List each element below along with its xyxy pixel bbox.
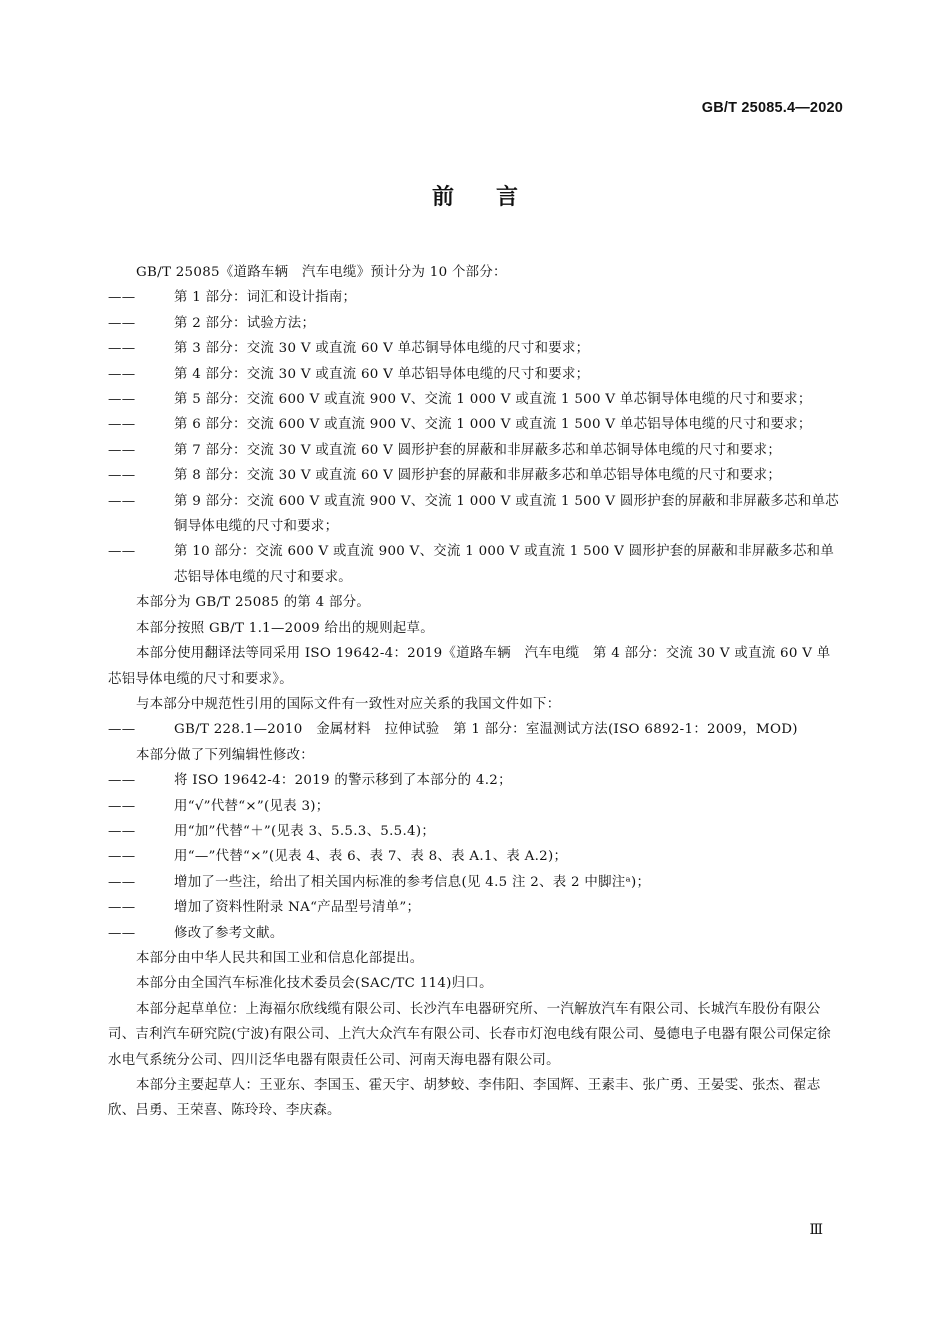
list-item-text: 第 8 部分：交流 30 V 或直流 60 V 圆形护套的屏蔽和非屏蔽多芯和单芯铝导体电缆的尺寸和要求； <box>174 468 782 484</box>
list-item <box>108 336 844 361</box>
list-item <box>108 463 844 488</box>
list-item <box>108 285 844 310</box>
dash-mark: —— <box>108 366 136 382</box>
list-item <box>108 387 844 412</box>
dash-mark: —— <box>108 900 136 916</box>
dash-mark: —— <box>108 493 136 509</box>
list-item <box>108 717 844 742</box>
list-item-text: 增加了资料性附录 NA“产品型号清单”； <box>174 900 421 916</box>
edits-paragraph: 本部分做了下列编辑性修改： <box>136 747 314 763</box>
list-item-text: 第 9 部分：交流 600 V 或直流 900 V、交流 1 000 V 或直流 1 500 V 圆形护套的屏蔽和非屏蔽多芯和单芯铜导体电缆的尺寸和要求； <box>174 493 839 535</box>
parts-list <box>108 285 844 590</box>
list-item-text: 用“加”代替“＋”(见表 3、5.5.3、5.5.4)； <box>174 823 436 839</box>
correspondence-paragraph: 与本部分中规范性引用的国际文件有一致性对应关系的我国文件如下： <box>136 696 561 712</box>
list-item-text: 第 1 部分：词汇和设计指南； <box>174 290 357 306</box>
list-item-text: 第 3 部分：交流 30 V 或直流 60 V 单芯铜导体电缆的尺寸和要求； <box>174 341 590 357</box>
jurisdiction-paragraph: 本部分由全国汽车标准化技术委员会(SAC/TC 114)归口。 <box>136 976 493 992</box>
list-item-text: 用“√”代替“×”(见表 3)； <box>174 798 330 814</box>
list-item <box>108 921 844 946</box>
dash-mark: —— <box>108 849 136 865</box>
list-item <box>108 489 844 540</box>
dash-mark: —— <box>108 442 136 458</box>
list-item-text: 第 5 部分：交流 600 V 或直流 900 V、交流 1 000 V 或直流 1 500 V 单芯铜导体电缆的尺寸和要求； <box>174 392 812 408</box>
list-item-text: 修改了参考文献。 <box>174 925 284 941</box>
dash-mark: —— <box>108 722 136 738</box>
edits-list <box>108 768 844 946</box>
drafters-paragraph: 本部分主要起草人：王亚东、李国玉、霍天宇、胡梦蛟、李伟阳、李国辉、王素丰、张广勇、王晏雯、张杰、翟志欣、吕勇、王荣喜、陈玲玲、李庆森。 <box>108 1078 821 1119</box>
dash-mark: —— <box>108 823 136 839</box>
list-item-text: 第 10 部分：交流 600 V 或直流 900 V、交流 1 000 V 或直流 1 500 V 圆形护套的屏蔽和非屏蔽多芯和单芯铝导体电缆的尺寸和要求。 <box>174 544 835 585</box>
part-of-paragraph: 本部分为 GB/T 25085 的第 4 部分。 <box>136 595 371 611</box>
list-item <box>108 794 844 819</box>
dash-mark: —— <box>108 544 136 560</box>
dash-mark: —— <box>108 392 136 408</box>
adoption-paragraph: 本部分使用翻译法等同采用 ISO 19642-4：2019《道路车辆 汽车电缆 第 4 部分：交流 30 V 或直流 60 V 单芯铝导体电缆的尺寸和要求》。 <box>108 646 831 687</box>
standard-code: GB/T 25085.4—2020 <box>701 100 843 116</box>
list-item-text: 第 4 部分：交流 30 V 或直流 60 V 单芯铝导体电缆的尺寸和要求； <box>174 366 590 382</box>
list-item <box>108 870 844 895</box>
list-item-text: 用“—”代替“×”(见表 4、表 6、表 7、表 8、表 A.1、表 A.2)； <box>174 849 568 865</box>
dash-mark: —— <box>108 925 136 941</box>
list-item-text: 将 ISO 19642-4：2019 的警示移到了本部分的 4.2； <box>174 773 512 789</box>
dash-mark: —— <box>108 315 136 331</box>
dash-mark: —— <box>108 874 136 890</box>
list-item-text: 第 6 部分：交流 600 V 或直流 900 V、交流 1 000 V 或直流 1 500 V 单芯铝导体电缆的尺寸和要求； <box>174 417 812 433</box>
list-item <box>108 844 844 869</box>
dash-mark: —— <box>108 773 136 789</box>
list-item <box>108 895 844 920</box>
list-item <box>108 438 844 463</box>
rules-paragraph: 本部分按照 GB/T 1.1—2009 给出的规则起草。 <box>136 620 434 636</box>
dash-mark: —— <box>108 417 136 433</box>
dash-mark: —— <box>108 290 136 306</box>
list-item-text: 增加了一些注，给出了相关国内标准的参考信息(见 4.5 注 2、表 2 中脚注ᵃ)； <box>174 874 651 890</box>
foreword-body <box>108 260 844 1124</box>
intro-paragraph: GB/T 25085《道路车辆 汽车电缆》预计分为 10 个部分： <box>136 265 507 280</box>
dash-mark: —— <box>108 341 136 357</box>
page-number: Ⅲ <box>809 1223 823 1238</box>
dash-mark: —— <box>108 798 136 814</box>
page-title: 前言 <box>431 185 560 210</box>
list-item <box>108 768 844 793</box>
correspondence-list <box>108 717 844 742</box>
dash-mark: —— <box>108 468 136 484</box>
list-item <box>108 362 844 387</box>
list-item-text: 第 2 部分：试验方法； <box>174 315 316 331</box>
list-item-text: GB/T 228.1—2010 金属材料 拉伸试验 第 1 部分：室温测试方法(ISO 6892-1：2009，MOD) <box>174 722 798 738</box>
list-item <box>108 539 844 590</box>
list-item <box>108 311 844 336</box>
list-item <box>108 412 844 437</box>
drafting-units-paragraph: 本部分起草单位：上海福尔欣线缆有限公司、长沙汽车电器研究所、一汽解放汽车有限公司、长城汽车股份有限公司、吉利汽车研究院(宁波)有限公司、上汽大众汽车有限公司、长春市灯泡电线有限公司、曼德电子电器有限公司保定徐水电气系统分公司、四川泛华电器有限责任公司、河南天海电器有限公司。 <box>108 1001 831 1068</box>
proposed-paragraph: 本部分由中华人民共和国工业和信息化部提出。 <box>136 950 424 966</box>
list-item <box>108 819 844 844</box>
list-item-text: 第 7 部分：交流 30 V 或直流 60 V 圆形护套的屏蔽和非屏蔽多芯和单芯铜导体电缆的尺寸和要求； <box>174 442 782 458</box>
